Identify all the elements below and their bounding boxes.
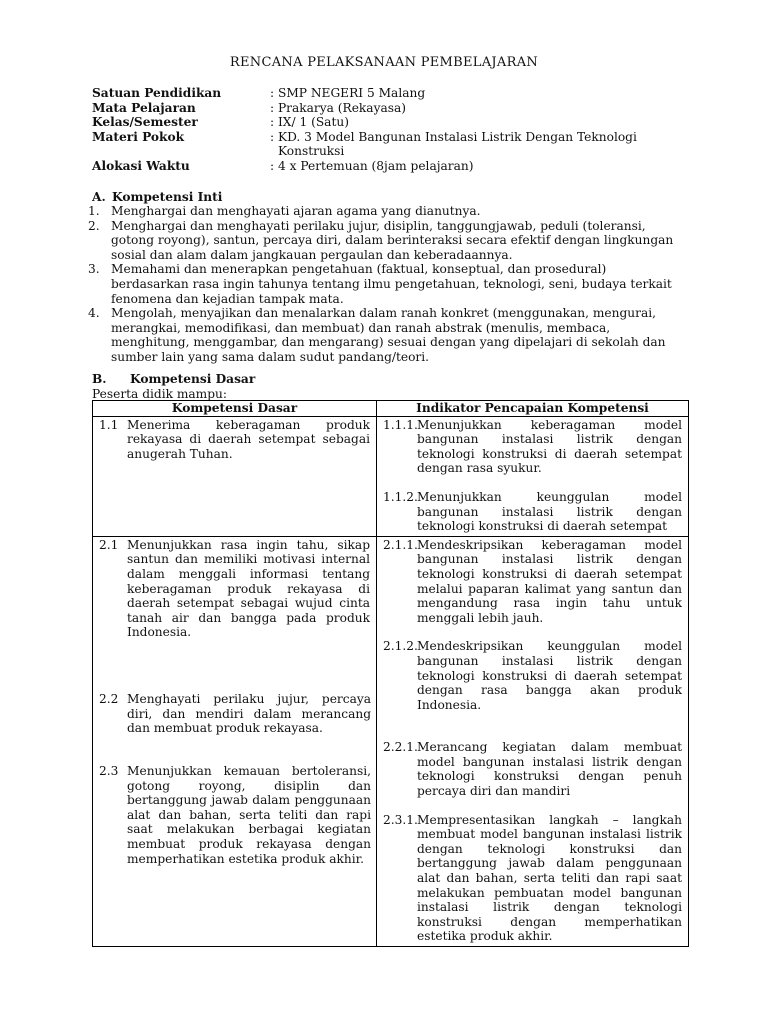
- kd-description: Menerima keberagaman produk rekayasa di daerah setempat sebagai anugerah Tuhan.: [127, 417, 370, 461]
- kd-code: 2.2: [99, 692, 119, 706]
- indicator-text: Menunjukkan keunggulan model bangunan instalasi listrik dengan teknologi konstruksi di daerah setempat: [417, 489, 682, 534]
- list-number: 2.: [88, 218, 100, 233]
- info-row-satuan: [92, 86, 692, 101]
- info-value: : SMP NEGERI 5 Malang: [270, 86, 426, 100]
- indicator-code: 2.3.1.: [383, 812, 418, 827]
- indicator: [383, 490, 682, 534]
- list-number: 3.: [88, 262, 100, 277]
- kd-description: Menghayati perilaku jujur, percaya diri, dan mendiri dalam merancang dan membuat produk rekayasa.: [127, 692, 371, 736]
- kd-code: 2.1: [99, 537, 119, 552]
- kd-code: 1.1: [99, 417, 119, 432]
- list-item: [88, 219, 680, 263]
- table-header-kd: Kompetensi Dasar: [93, 401, 377, 417]
- indicator-code: 2.2.1.: [383, 740, 418, 755]
- section-a-heading: [92, 190, 222, 205]
- indicator-text: Mempresentasikan langkah – langkah membuat model bangunan instalasi listrik dengan teknologi konstruksi dan bertanggung jawab dalam penggunaan alat dan bahan, serta teliti dan rapi saat melakukan pembuatan model bangunan instalasi listrik dengan teknologi konstruksi dengan memperhatikan estetika produk akhir.: [417, 812, 682, 944]
- info-label: Mata Pelajaran: [92, 100, 196, 115]
- info-label: Kelas/Semester: [92, 115, 198, 130]
- info-row-mapel: [92, 101, 692, 116]
- list-text: Mengolah, menyajikan dan menalarkan dalam ranah konkret (menggunakan, mengurai, merangkai, memodifikasi, dan membuat) dan ranah abstrak (menulis, membaca, menghitung, menggambar, dan mengarang) sesuai dengan yang dipelajari di sekolah dan sumber lain yang sama dalam sudut pandang/teori.: [111, 306, 666, 364]
- list-number: 4.: [88, 306, 100, 321]
- indicator-code: 1.1.2.: [383, 489, 418, 504]
- list-text: Menghargai dan menghayati perilaku jujur, disiplin, tanggungjawab, peduli (toleransi, gotong royong), santun, percaya diri, dalam berinteraksi secara efektif dengan lingkungan sosial dan alam dalam jangkauan pergaulan dan keberadaannya.: [111, 218, 674, 262]
- section-title: Kompetensi Inti: [112, 190, 223, 204]
- section-letter: B.: [92, 372, 107, 386]
- list-item: [88, 262, 680, 306]
- intro-text: Peserta didik mampu:: [92, 387, 227, 401]
- table-row: [93, 536, 689, 946]
- info-value: : 4 x Pertemuan (8jam pelajaran): [270, 158, 474, 173]
- document-title: RENCANA PELAKSANAAN PEMBELAJARAN: [229, 55, 539, 70]
- list-item: [88, 306, 680, 364]
- indicator-text: Mendeskripsikan keberagaman model bangunan instalasi listrik dengan teknologi konstruksi di daerah setempat melalui paparan kalimat yang santun dan mengandung rasa ingin tahu untuk menggali lebih jauh.: [417, 537, 682, 625]
- kd-description: Menunjukkan kemauan bertoleransi, gotong royong, disiplin dan bertanggung jawab dalam penggunaan alat dan bahan, serta teliti dan rapi saat melakukan berbagai kegiatan membuat produk rekayasa dengan memperhatikan estetika produk akhir.: [127, 764, 371, 866]
- table-cell-kd: [93, 416, 377, 536]
- list-number: 1.: [88, 204, 100, 218]
- indicator: [383, 639, 682, 712]
- indicator-text: Menunjukkan keberagaman model bangunan instalasi listrik dengan teknologi konstruksi di daerah setempat dengan rasa syukur.: [417, 417, 682, 476]
- info-value: [270, 130, 692, 159]
- table-cell-indicators: [377, 416, 689, 536]
- info-label: Materi Pokok: [92, 129, 185, 144]
- info-value-continuation: Konstruksi: [278, 144, 345, 159]
- info-value: : Prakarya (Rekayasa): [270, 100, 406, 115]
- section-letter: A.: [92, 190, 106, 204]
- kd-text: [99, 692, 371, 736]
- table-row: [93, 416, 689, 536]
- indicator-text: Merancang kegiatan dalam membuat model bangunan instalasi listrik dengan teknologi konstruksi dengan penuh percaya diri dan mandiri: [417, 740, 682, 799]
- indicator: [383, 740, 682, 798]
- kd-text-2-2: [99, 692, 371, 736]
- indicator-code: 2.1.1.: [383, 537, 418, 552]
- indicator: [383, 418, 682, 476]
- kompetensi-inti-list: [88, 204, 680, 365]
- indicator-code: 2.1.2.: [383, 639, 418, 654]
- kd-text: [99, 418, 370, 462]
- table-cell-indicators: [377, 536, 689, 946]
- kd-text: [99, 764, 371, 866]
- info-label: Satuan Pendidikan: [92, 86, 222, 100]
- info-value-line: : KD. 3 Model Bangunan Instalasi Listrik Dengan Teknologi: [270, 129, 637, 144]
- indicator: [383, 813, 682, 944]
- kd-text-2-3: [99, 764, 371, 866]
- info-row-alokasi: [92, 159, 692, 174]
- identity-block: [92, 86, 692, 174]
- table-cell-kd: [93, 536, 377, 946]
- table-header-row: [93, 401, 689, 417]
- indicator-code: 1.1.1.: [383, 417, 418, 432]
- info-value: : IX/ 1 (Satu): [270, 115, 349, 130]
- section-title: Kompetensi Dasar: [130, 372, 256, 386]
- list-text: Memahami dan menerapkan pengetahuan (faktual, konseptual, dan prosedural) berdasarkan rasa ingin tahunya tentang ilmu pengetahuan, teknologi, seni, budaya terkait fenomena dan kejadian tampak mata.: [111, 262, 672, 306]
- info-row-kelas: [92, 115, 692, 130]
- indicator-text: Mendeskripsikan keunggulan model bangunan instalasi listrik dengan teknologi konstruksi di daerah setempat dengan rasa bangga akan produk Indonesia.: [417, 639, 682, 712]
- list-item: [88, 204, 680, 219]
- kd-text: [99, 538, 370, 640]
- indicator: [383, 538, 682, 626]
- section-b-heading: [92, 372, 255, 387]
- list-text: Menghargai dan menghayati ajaran agama yang dianutnya.: [111, 204, 481, 218]
- kd-description: Menunjukkan rasa ingin tahu, sikap santun dan memiliki motivasi internal dalam menggali informasi tentang keberagaman produk rekayasa di daerah setempat sebagai wujud cinta tanah air dan bangga pada produk Indonesia.: [127, 537, 370, 640]
- table-header-indikator: Indikator Pencapaian Kompetensi: [377, 401, 689, 417]
- info-label: Alokasi Waktu: [92, 158, 190, 173]
- kd-code: 2.3: [99, 764, 119, 778]
- info-row-materi: [92, 130, 692, 159]
